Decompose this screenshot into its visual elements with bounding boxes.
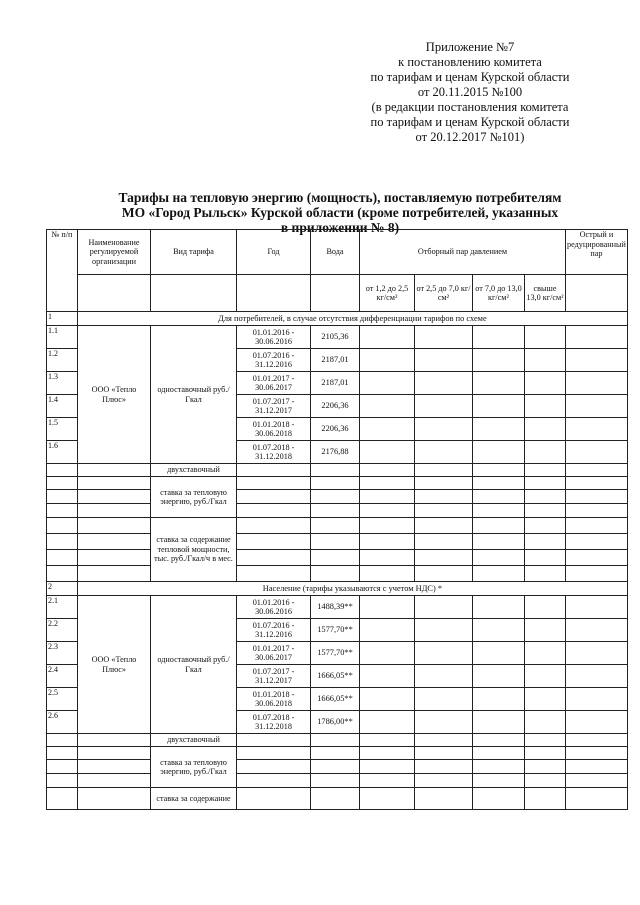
water-value: 2187,01 xyxy=(311,349,360,372)
section-row xyxy=(47,312,628,326)
section-label: Для потребителей, в случае отсутствия дифференциации тарифов по схеме xyxy=(78,312,628,326)
period: 01.07.2016 - 31.12.2016 xyxy=(237,619,311,642)
header-steam: Отборный пар давлением xyxy=(360,230,566,275)
header-pressure-2: от 2,5 до 7,0 кг/см² xyxy=(415,275,473,312)
rate-energy: ставка за тепловую энергию, руб./Гкал xyxy=(151,747,237,788)
appendix-line: по тарифам и ценам Курской области xyxy=(370,70,570,84)
table-row xyxy=(47,747,628,760)
tariff-table xyxy=(46,229,628,810)
row-num: 1.4 xyxy=(47,395,78,418)
section-label: Население (тарифы указываются с учетом НДС) * xyxy=(78,582,628,596)
table-row xyxy=(47,504,628,518)
row-num: 1.3 xyxy=(47,372,78,395)
title-line: МО «Город Рыльск» Курской области (кроме потребителей, указанных xyxy=(121,205,559,220)
water-value: 1577,70** xyxy=(311,642,360,665)
period: 01.01.2016 - 30.06.2016 xyxy=(237,326,311,349)
two-part-tariff: двухставочный xyxy=(151,734,237,747)
water-value: 1666,05** xyxy=(311,688,360,711)
water-value: 1488,39** xyxy=(311,596,360,619)
header-org: Наименование регулируемой организации xyxy=(78,230,151,275)
appendix-line: к постановлению комитета xyxy=(398,55,542,69)
table-row xyxy=(47,596,628,619)
section-num: 1 xyxy=(47,312,78,326)
period: 01.07.2016 - 31.12.2016 xyxy=(237,349,311,372)
table-row xyxy=(47,534,628,550)
water-value: 2206,36 xyxy=(311,418,360,441)
header-pressure-3: от 7,0 до 13,0 кг/см² xyxy=(473,275,525,312)
period: 01.07.2018 - 31.12.2018 xyxy=(237,711,311,734)
table-row xyxy=(47,518,628,534)
period: 01.01.2018 - 30.06.2018 xyxy=(237,418,311,441)
period: 01.07.2017 - 31.12.2017 xyxy=(237,395,311,418)
tariff-type: одноставочный руб./Гкал xyxy=(151,596,237,734)
row-num: 2.6 xyxy=(47,711,78,734)
appendix-block xyxy=(330,40,610,145)
water-value: 2176,88 xyxy=(311,441,360,464)
row-num: 2.4 xyxy=(47,665,78,688)
title-line: в приложении № 8) xyxy=(280,220,400,235)
appendix-line: Приложение №7 xyxy=(425,40,515,54)
water-value: 2187,01 xyxy=(311,372,360,395)
header-year: Год xyxy=(237,230,311,275)
period: 01.07.2017 - 31.12.2017 xyxy=(237,665,311,688)
table-row xyxy=(47,734,628,747)
period: 01.01.2016 - 30.06.2016 xyxy=(237,596,311,619)
header-row xyxy=(47,230,628,275)
table-row xyxy=(47,566,628,582)
org-name: ООО «Тепло Плюс» xyxy=(78,326,151,464)
section-row xyxy=(47,582,628,596)
rate-capacity: ставка за содержание тепловой мощности, тыс. руб./Гкал/ч в мес. xyxy=(151,518,237,582)
row-num: 1.1 xyxy=(47,326,78,349)
table-row xyxy=(47,490,628,504)
row-num: 2.2 xyxy=(47,619,78,642)
header-water: Вода xyxy=(311,230,360,275)
row-num: 1.6 xyxy=(47,441,78,464)
tariff-type: одноставочный руб./Гкал xyxy=(151,326,237,464)
header-pressure-1: от 1,2 до 2,5 кг/см² xyxy=(360,275,415,312)
row-num: 1.5 xyxy=(47,418,78,441)
appendix-line: (в редакции постановления комитета xyxy=(371,100,569,114)
header-type: Вид тарифа xyxy=(151,230,237,275)
table-row xyxy=(47,464,628,477)
header-num: № п/п xyxy=(47,230,78,312)
org-name: ООО «Тепло Плюс» xyxy=(78,596,151,734)
water-value: 1666,05** xyxy=(311,665,360,688)
row-num: 2.5 xyxy=(47,688,78,711)
water-value: 1786,00** xyxy=(311,711,360,734)
table-row xyxy=(47,550,628,566)
table-row xyxy=(47,326,628,349)
row-num: 2.1 xyxy=(47,596,78,619)
two-part-tariff: двухставочный xyxy=(151,464,237,477)
header-pressure-4: свыше 13,0 кг/см² xyxy=(525,275,566,312)
rate-capacity: ставка за содержание xyxy=(151,788,237,810)
period: 01.07.2018 - 31.12.2018 xyxy=(237,441,311,464)
section-num: 2 xyxy=(47,582,78,596)
rate-energy: ставка за тепловую энергию, руб./Гкал xyxy=(151,477,237,518)
water-value: 2206,36 xyxy=(311,395,360,418)
header-sharp-steam: Острый и редуцированный пар xyxy=(566,230,628,275)
table-row xyxy=(47,760,628,774)
table-row xyxy=(47,788,628,810)
period: 01.01.2017 - 30.06.2017 xyxy=(237,372,311,395)
appendix-line: от 20.12.2017 №101) xyxy=(415,130,525,144)
period: 01.01.2017 - 30.06.2017 xyxy=(237,642,311,665)
table-row xyxy=(47,477,628,490)
period: 01.01.2018 - 30.06.2018 xyxy=(237,688,311,711)
appendix-line: от 20.11.2015 №100 xyxy=(417,85,523,99)
row-num: 2.3 xyxy=(47,642,78,665)
title-line: Тарифы на тепловую энергию (мощность), поставляемую потребителям xyxy=(118,190,562,205)
table-row xyxy=(47,774,628,788)
water-value: 2105,36 xyxy=(311,326,360,349)
row-num: 1.2 xyxy=(47,349,78,372)
appendix-line: по тарифам и ценам Курской области xyxy=(370,115,570,129)
header-subrow xyxy=(47,275,628,312)
water-value: 1577,70** xyxy=(311,619,360,642)
